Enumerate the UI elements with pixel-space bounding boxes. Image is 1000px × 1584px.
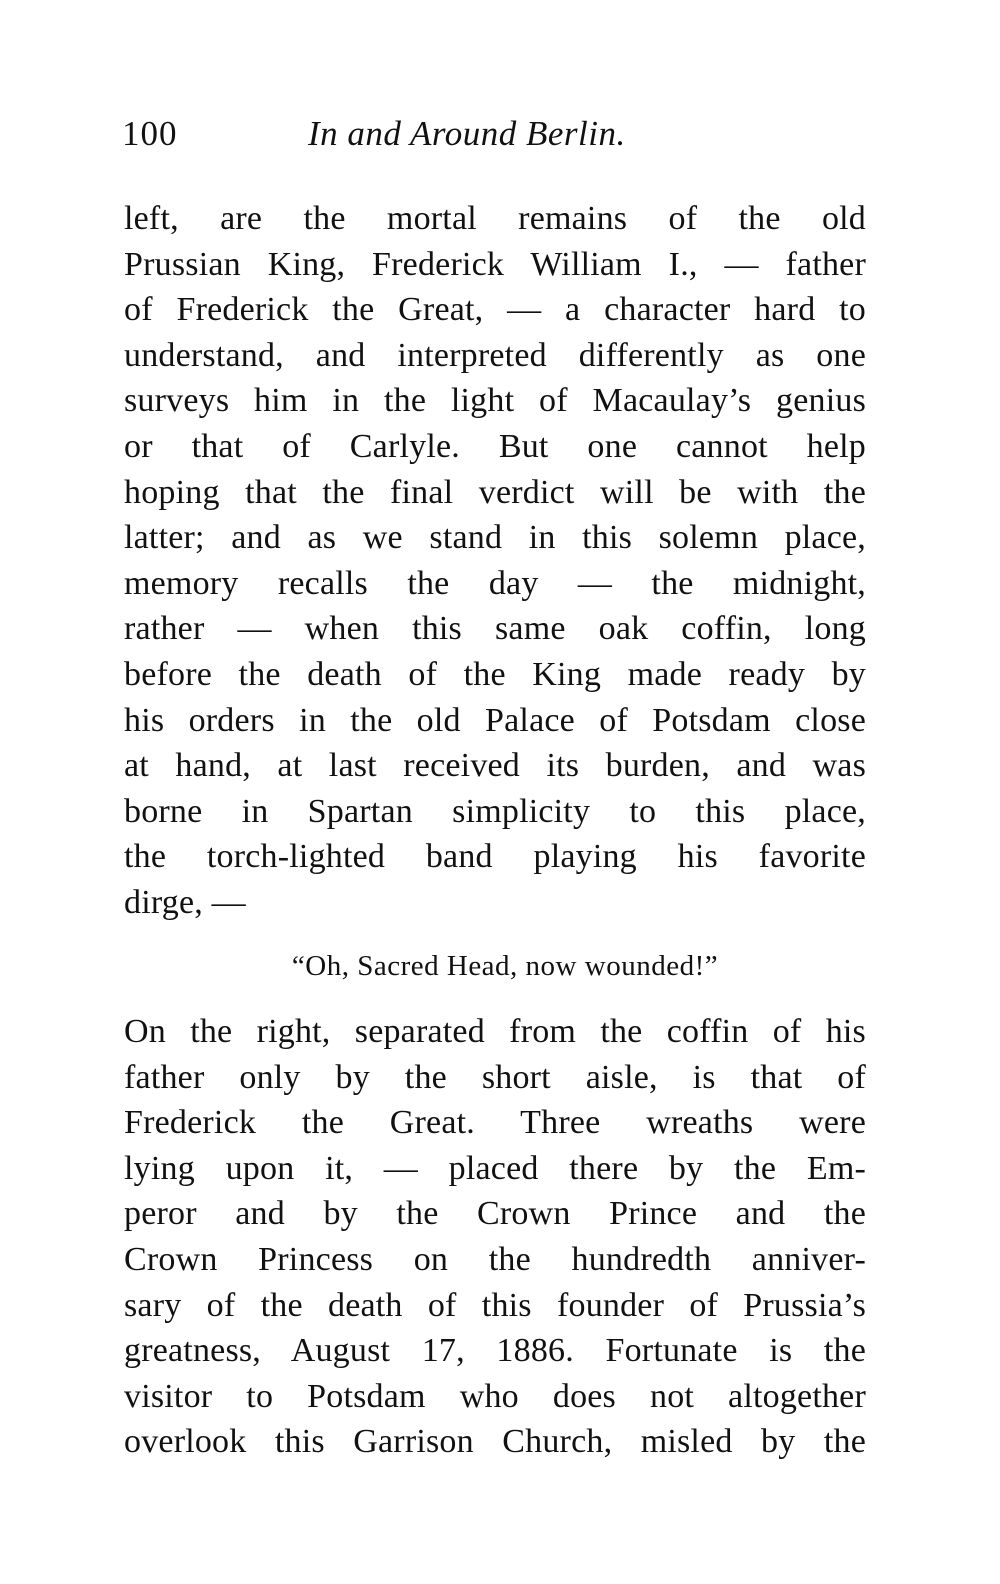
text-line: visitor to Potsdam who does not altogether (124, 1377, 866, 1415)
text-line: lying upon it, — placed there by the Em- (124, 1149, 866, 1187)
text-line: understand, and interpreted differently as one (124, 336, 866, 374)
running-header (122, 110, 862, 158)
text-line: left, are the mortal remains of the old (124, 200, 866, 237)
text-line: hoping that the final verdict will be with the (124, 473, 866, 511)
text-line: peror and by the Crown Prince and the (124, 1195, 866, 1233)
hymn-quote: “Oh, Sacred Head, now wounded!” (291, 950, 719, 982)
text-line: before the death of the King made ready by (124, 655, 866, 693)
text-line: sary of the death of this founder of Prussia’s (124, 1286, 866, 1324)
text-line: dirge, — (124, 883, 246, 921)
text-line: of Frederick the Great, — a character hard to (124, 291, 866, 329)
text-line: the torch-lighted band playing his favorite (124, 838, 866, 876)
text-line: Prussian King, Frederick William I., — father (124, 245, 866, 283)
paragraph-1 (124, 196, 866, 926)
page-number: 100 (122, 114, 178, 153)
text-line: memory recalls the day — the midnight, (124, 564, 866, 602)
text-line: Frederick the Great. Three wreaths were (124, 1104, 866, 1142)
text-line: Crown Princess on the hundredth anniver- (124, 1240, 866, 1278)
text-line: borne in Spartan simplicity to this place, (124, 792, 866, 830)
text-line: surveys him in the light of Macaulay’s genius (124, 382, 866, 420)
text-line: his orders in the old Palace of Potsdam close (124, 701, 866, 739)
text-line: or that of Carlyle. But one cannot help (124, 427, 866, 465)
text-line: at hand, at last received its burden, and was (124, 747, 866, 785)
running-title: In and Around Berlin. (308, 114, 626, 153)
text-line: greatness, August 17, 1886. Fortunate is the (124, 1332, 866, 1370)
text-line: overlook this Garrison Church, misled by the (124, 1423, 866, 1461)
text-line: rather — when this same oak coffin, long (124, 610, 866, 648)
text-line: On the right, separated from the coffin of his (124, 1013, 866, 1050)
paragraph-2 (124, 1009, 866, 1465)
text-line: father only by the short aisle, is that of (124, 1058, 866, 1096)
text-line: latter; and as we stand in this solemn place, (124, 519, 866, 557)
